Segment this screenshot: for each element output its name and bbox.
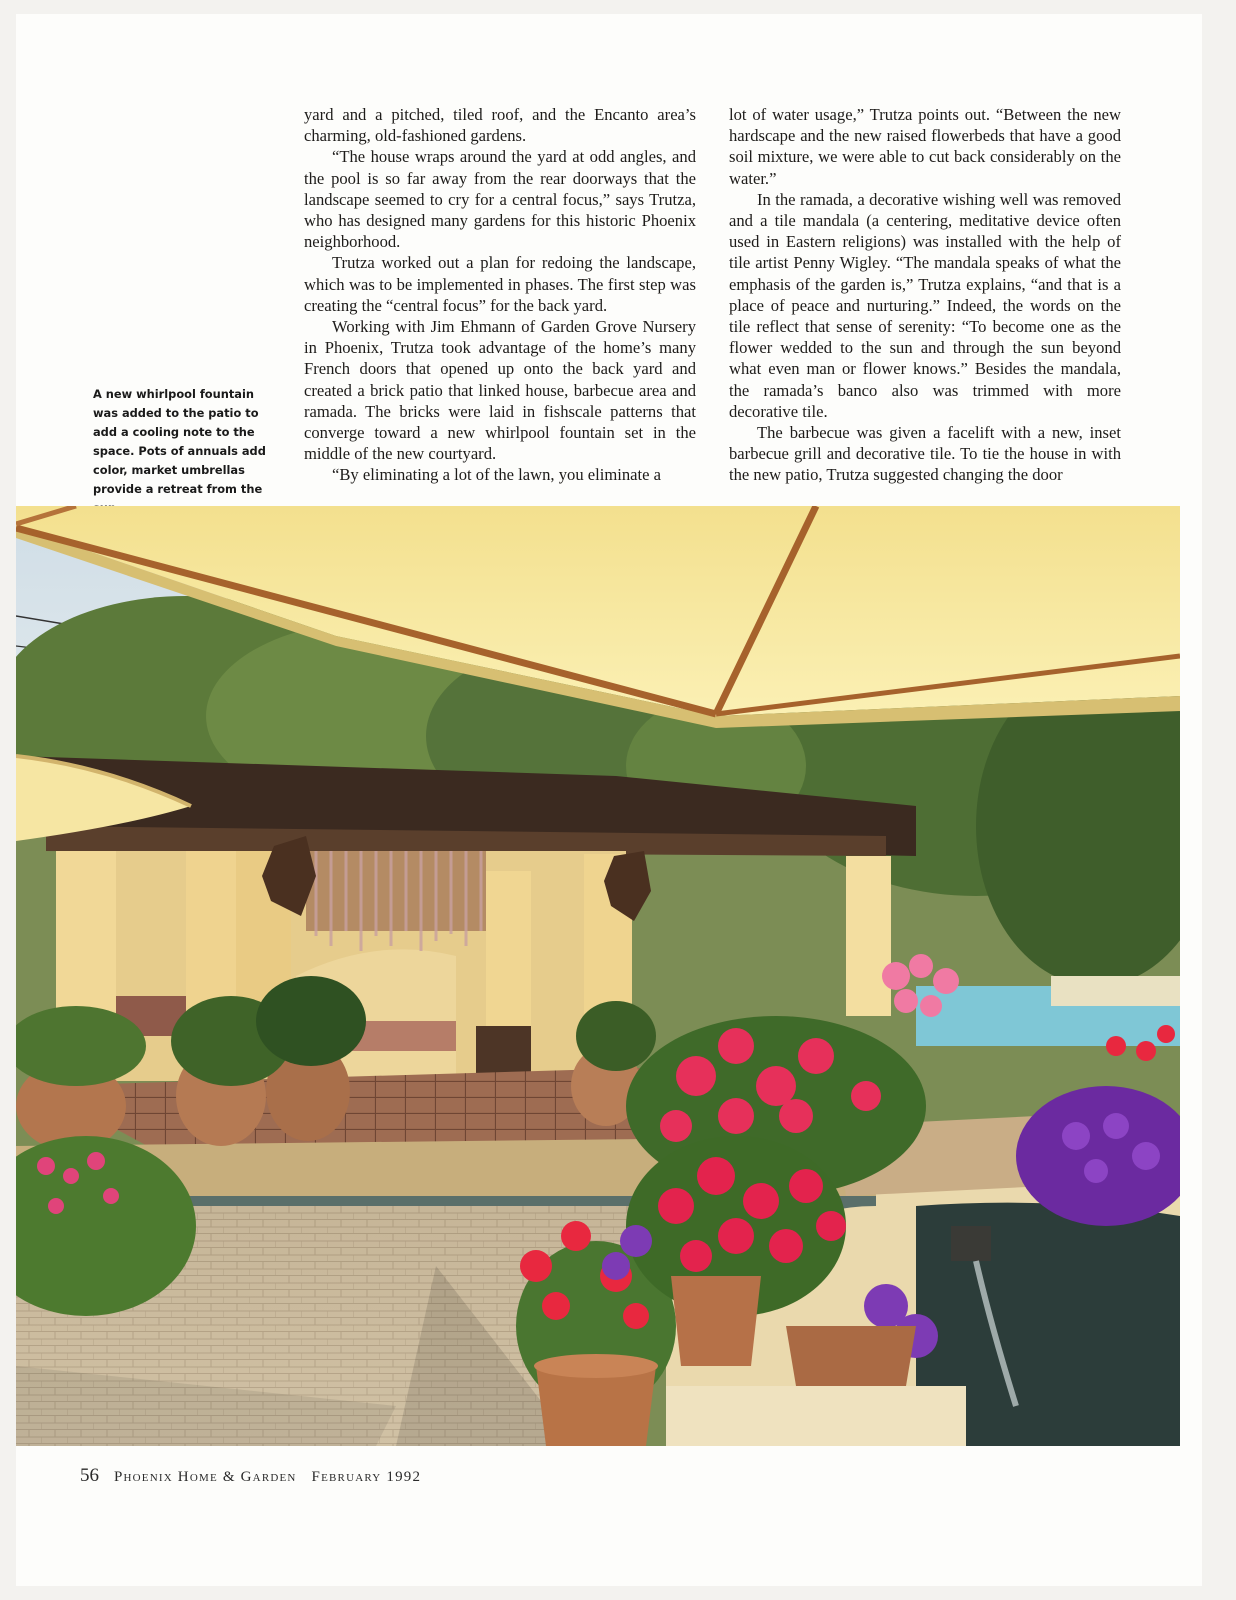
photo-caption: A new whirlpool fountain was added to the patio to add a cooling note to the space. Pots of annuals add color, market umbrellas provide a retreat from the <box>93 387 266 496</box>
paragraph: Trutza worked out a plan for redoing the landscape, which was to be implemented in phases. The first step was creating the “central focus” for the back yard. <box>304 253 696 315</box>
magazine-name: Phoenix Home & Garden <box>113 1469 297 1485</box>
paragraph: Working with Jim Ehmann of Garden Grove Nursery in Phoenix, Trutza took advantage of the home’s many French doors that opened up onto the back yard and created a brick patio that linked house, barbecue area and ramada. The bricks were laid in fishscale patterns that converge toward a new whirlpool fountain set in the middle of the new courtyard. <box>304 317 696 464</box>
issue-date: February 1992 <box>311 1469 422 1485</box>
paragraph: “The house wraps around the yard at odd angles, and the pool is so far away from the rear doorways that the landscape seemed to cry for a central focus,” says Trutza, who has designed many gardens for this historic Phoenix neighborhood. <box>304 147 696 252</box>
patio-photo <box>16 506 1180 1446</box>
page-footer <box>80 1465 421 1487</box>
paragraph: In the ramada, a decorative wishing well was removed and a tile mandala (a centering, meditative device often used in Eastern religions) was installed with the help of tile artist Penny Wigley. “The mandala speaks of what the emphasis of the garden is,” Trutza explains, “and that is a place of peace and nurturing.” Indeed, the words on the tile reflect that sense of serenity: “To become one as the flower wedded to the sun and through the sun beyond what even man or flower knows.” Besides the mandala, the ramada’s banco also was trimmed with more decorative tile. <box>729 189 1121 421</box>
paragraph: “By eliminating a lot of the lawn, you eliminate a <box>332 465 662 485</box>
paragraph: The barbecue was given a facelift with a new, inset barbecue grill and decorative tile. To tie the house in with the new patio, Trutza suggested changing the door <box>729 423 1121 485</box>
text-column-right <box>729 104 1121 486</box>
text-column-left <box>304 104 696 486</box>
paragraph: yard and a pitched, tiled roof, and the Encanto area’s charming, old-fashioned gardens. <box>304 105 696 146</box>
paragraph: lot of water usage,” Trutza points out. “Between the new hardscape and the new raised flowerbeds that have a good soil mixture, we were able to cut back considerably on the water.” <box>729 105 1121 188</box>
page-number: 56 <box>80 1465 99 1486</box>
